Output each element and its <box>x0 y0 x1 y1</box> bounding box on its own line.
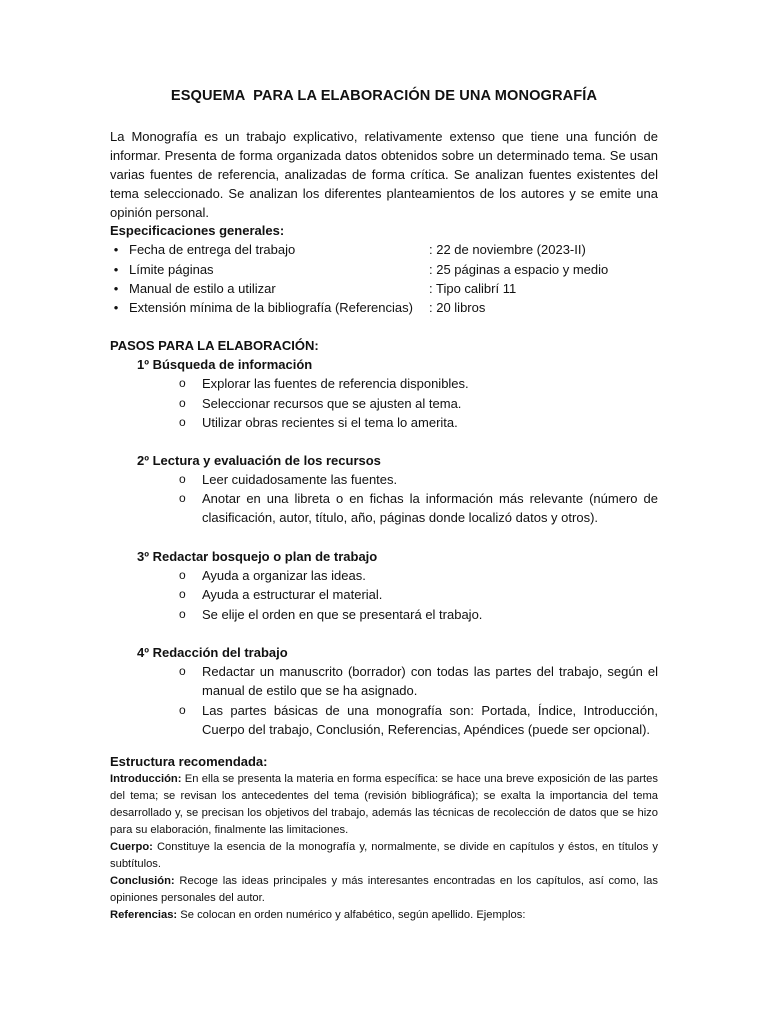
sub-bullet-marker: o <box>179 568 186 582</box>
bullet-marker: • <box>113 281 119 296</box>
structure-term: Conclusión: <box>110 875 175 887</box>
structure-heading: Estructura recomendada: <box>110 754 268 769</box>
spec-label: Extensión mínima de la bibliografía (Referencias) <box>129 300 413 315</box>
sub-bullet-marker: o <box>179 607 186 621</box>
sub-bullet-marker: o <box>179 472 186 486</box>
structure-entry-introduccion <box>110 771 658 839</box>
bullet-marker: • <box>113 242 119 257</box>
step-item: Utilizar obras recientes si el tema lo amerita. <box>202 415 458 430</box>
step-item: Redactar un manuscrito (borrador) con todas las partes del trabajo, según el manual de estilo que se ha asignado. <box>202 664 658 698</box>
steps-heading: PASOS PARA LA ELABORACIÓN: <box>110 338 319 353</box>
step-item: Anotar en una libreta o en fichas la información más relevante (número de clasificación, autor, título, año, páginas donde localizó datos y otros). <box>202 491 658 525</box>
spec-label: Límite páginas <box>129 262 214 277</box>
step-item: Seleccionar recursos que se ajusten al tema. <box>202 396 462 411</box>
sub-bullet-marker: o <box>179 587 186 601</box>
sub-bullet-marker: o <box>179 396 186 410</box>
step-title: 3º Redactar bosquejo o plan de trabajo <box>137 549 378 564</box>
sub-bullet-marker: o <box>179 664 186 678</box>
spec-value: : 22 de noviembre (2023-II) <box>429 242 586 257</box>
spec-label: Manual de estilo a utilizar <box>129 281 276 296</box>
sub-bullet-marker: o <box>179 415 186 429</box>
step-item: Ayuda a organizar las ideas. <box>202 568 366 583</box>
step-item: Explorar las fuentes de referencia disponibles. <box>202 376 469 391</box>
sub-bullet-marker: o <box>179 491 186 505</box>
document-title: ESQUEMA PARA LA ELABORACIÓN DE UNA MONOGRAFÍA <box>170 88 598 104</box>
step-item: Leer cuidadosamente las fuentes. <box>202 472 398 487</box>
step-item: Las partes básicas de una monografía son: Portada, Índice, Introducción, Cuerpo del trabajo, Conclusión, Referencias, Apéndices (puede ser opcional). <box>202 703 658 737</box>
structure-text: En ella se presenta la materia en forma específica: se hace una breve exposición de las partes del tema; se revisan los antecedentes del tema (revisión bibliográfica); se exalta la importancia del tema desarrollado y, se precisan los objetivos del trabajo, además las técnicas de recolección de datos que se hizo para su elaboración, finalmente las limitaciones. <box>110 773 658 836</box>
step-item: Ayuda a estructurar el material. <box>202 587 383 602</box>
specs-heading: Especificaciones generales: <box>110 223 285 238</box>
step-title: 1º Búsqueda de información <box>137 357 313 372</box>
intro-paragraph: La Monografía es un trabajo explicativo, relativamente extenso que tiene una función de informar. Presenta de forma organizada datos obtenidos sobre un determinado tema. Se usan varias fuentes de referencia, analizadas de forma crítica. Se analizan fuentes existentes del tema seleccionado. Se analizan los diferentes planteamientos de los autores y se emite una opinión personal. <box>110 129 658 220</box>
structure-entry-referencias <box>110 907 658 924</box>
structure-entry-conclusion <box>110 873 658 907</box>
structure-term: Referencias: <box>110 909 178 921</box>
structure-term: Introducción: <box>110 773 182 785</box>
structure-entry-cuerpo <box>110 839 658 873</box>
bullet-marker: • <box>113 262 119 277</box>
spec-value: : 20 libros <box>429 300 486 315</box>
step-title: 2º Lectura y evaluación de los recursos <box>137 453 381 468</box>
structure-text: Recoge las ideas principales y más interesantes encontradas en los capítulos, así como, las opiniones personales del autor. <box>110 875 658 904</box>
structure-text: Se colocan en orden numérico y alfabético, según apellido. Ejemplos: <box>177 909 526 921</box>
bullet-marker: • <box>113 300 119 315</box>
spec-label: Fecha de entrega del trabajo <box>129 242 296 257</box>
spec-value: : Tipo calibrí 11 <box>429 281 517 296</box>
sub-bullet-marker: o <box>179 376 186 390</box>
structure-term: Cuerpo: <box>110 841 153 853</box>
spec-value: : 25 páginas a espacio y medio <box>429 262 609 277</box>
structure-text: Constituye la esencia de la monografía y, normalmente, se divide en capítulos y éstos, en títulos y subtítulos. <box>110 841 658 870</box>
step-item: Se elije el orden en que se presentará el trabajo. <box>202 607 483 622</box>
step-title: 4º Redacción del trabajo <box>137 645 288 660</box>
sub-bullet-marker: o <box>179 703 186 717</box>
